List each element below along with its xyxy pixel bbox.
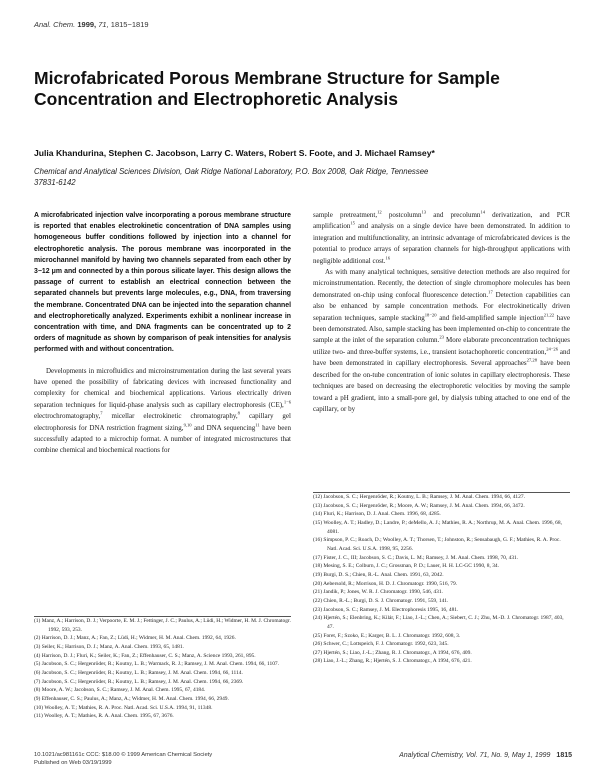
citation-superscript: 9,10: [183, 422, 192, 428]
citation-superscript: 14: [480, 209, 486, 215]
journal-pages: 1815−1819: [110, 20, 149, 29]
reference-item: (24) Hjertén, S.; Elenbring, K.; Kilár, F.; Liao, J.-L.; Chen, A.; Siebert, C. J.; Zhu, M.-D. J. Chromatogr. 1987, 403, 47.: [313, 615, 564, 630]
footer-journal: [399, 752, 572, 759]
citation-superscript: 16: [385, 255, 391, 261]
reference-item: (16) Simpson, P. C.; Roach, D.; Woolley, A. T.; Thorsen, T.; Johnston, R.; Sensabaugh, G. F.; Mathies, R. A. Proc. Natl. Acad. Sci. U.S.A. 1998, 95, 2256.: [313, 537, 561, 552]
references-left: [34, 616, 291, 721]
journal-volume: 71,: [98, 20, 109, 29]
citation-superscript: 17: [488, 289, 493, 295]
published-date: Published on Web 03/19/1999: [34, 759, 112, 766]
reference-item: (10) Woolley, A. T.; Mathies, R. A. Proc. Natl. Acad. Sci. U.S.A. 1994, 91, 11348.: [34, 704, 213, 711]
reference-item: (1) Manz, A.; Harrison, D. J.; Verpoorte, E. M. J.; Fettinger, J. C.; Paulus, A.; Lüdi, H.; Widmer, H. M. J. Chromatogr. 1992, 593, 253.: [34, 618, 291, 633]
journal-issue-line: Analytical Chemistry, Vol. 71, No. 9, May 1, 1999: [399, 752, 551, 759]
reference-item: (9) Effenhauser, C. S.; Paulus, A.; Manz, A.; Widmer, H. M. Anal. Chem. 1994, 66, 2949.: [34, 695, 229, 702]
reference-item: (11) Woolley, A. T.; Mathies, R. A. Anal. Chem. 1995, 67, 3676.: [34, 713, 174, 720]
reference-item: (3) Seiler, K.; Harrison, D. J.; Manz, A. Anal. Chem. 1993, 65, 1481.: [34, 643, 184, 650]
citation-superscript: 27,28: [526, 357, 537, 363]
reference-item: (15) Woolley, A. T.; Hadley, D.; Landre, P.; deMello, A. J.; Mathies, R. A.; Northrup, M. A. Anal. Chem. 1996, 68, 4081.: [313, 519, 562, 535]
author-list: Julia Khandurina, Stephen C. Jacobson, Larry C. Waters, Robert S. Foote, and J. Michael Ramsey*: [34, 148, 435, 158]
right-column: [313, 210, 570, 415]
citation-superscript: 12: [377, 209, 382, 215]
reference-item: (7) Jacobson, S. C.; Hergenröder, R.; Koutny, L. B.; Ramsey, J. M. Anal. Chem. 1994, 66, 2369.: [34, 678, 244, 685]
reference-item: (4) Harrison, D. J.; Fluri, K.; Seiler, K.; Fan, Z.; Effenhauser, C. S.; Manz, A. Science 1993, 261, 895.: [34, 652, 256, 659]
journal-year: 1999,: [77, 20, 97, 29]
reference-item: (26) Schwer, C.; Lottspeich, F. J. Chromatogr. 1992, 623, 345.: [313, 641, 449, 648]
citation-superscript: 7: [100, 410, 103, 416]
reference-item: (17) Fister, J. C., III; Jacobson, S. C.; Davis, L. M.; Ramsey, J. M. Anal. Chem. 1998, 70, 431.: [313, 554, 519, 561]
citation-superscript: 1−6: [283, 399, 291, 405]
article-title: Microfabricated Porous Membrane Structure for Sample Concentration and Electrophoretic Analysis: [34, 68, 500, 109]
citation-superscript: 11: [255, 422, 260, 428]
citation-superscript: 15: [350, 221, 355, 227]
references-right: [313, 492, 570, 666]
journal-reference: [34, 20, 149, 29]
reference-item: (23) Jacobson, S. C.; Ramsey, J. M. Electrophoresis 1995, 16, 481.: [313, 606, 459, 613]
reference-item: (8) Moore, A. W.; Jacobson, S. C.; Ramsey, J. M. Anal. Chem. 1995, 67, 4184.: [34, 687, 206, 694]
reference-item: (14) Fluri, K.; Harrison, D. J. Anal. Chem. 1996, 68, 4285.: [313, 511, 441, 518]
journal-name: Anal. Chem.: [34, 20, 76, 29]
reference-item: (19) Burgi, D. S.; Chien, R.-L. Anal. Chem. 1991, 63, 2042.: [313, 571, 444, 578]
reference-item: (28) Liao, J.-L.; Zhang, R.; Hjertén, S. J. Chromatogr., A 1994, 676, 421.: [313, 658, 472, 665]
intro-paragraph-2: As with many analytical techniques, sensitive detection methods are also required for microinstrumentation. Recently, the detection of single chromophore molecules has been demonstrated on-chip using confocal fluorescence detection.$^{17}$ Detection capabilities can also be enhanced by sample concentration methods. For electrokinetically driven separation techniques, sample stacking$^{18-20}$ and field-amplified sample injection$^{21,22}$ have been demonstrated. Also, sample stacking has been implemented on-chip to concentrate the sample at the inlet of the separation column.$^{23}$ More elaborate preconcentration techniques utilize two- and three-buffer systems, i.e., transient isotachophoretic concentration,$^{24-26}$ and have been demonstrated in capillary electrophoresis. Several approaches$^{27,28}$ have been described for the on-tube concentration of ionic solutes in capillary electrophoresis. These techniques are based on decreasing the electrophoretic velocities by moving the sample toward a pH gradient, into a small-pore gel, by dialysis tubing attached to one end of the capillary, or by: [313, 268, 571, 413]
reference-item: (27) Hjertén, S.; Liao, J.-L.; Zhang, R. J. Chromatogr., A 1994, 676, 409.: [313, 649, 472, 656]
left-column: [34, 210, 291, 457]
abstract: A microfabricated injection valve incorporating a porous membrane structure is reported that enables electrokinetic concentration of DNA samples using homogeneous buffer conditions followed by injection into a channel for electrophoretic analysis. The porous membrane was incorporated in the microchannel manifold by having two channels separated from each other by 3−12 μm and connected by a thin porous silicate layer. This design allows the passage of current to establish an electrical connection between the separated channels but prevents large molecules, e.g., DNA, from traversing the membrane. Concentrated DNA can be injected into the separation channel and electrophoretically analyzed. Experiments exhibit a nonlinear increase in concentration with time, and DNA fragments can be concentrated up to 2 orders of magnitude as shown by comparison of peak intensities for analysis performed with and without concentration.: [34, 212, 291, 354]
reference-item: (20) Aebersold, R.; Morrison, H. D. J. Chromatogr. 1990, 516, 79.: [313, 580, 458, 587]
reference-item: (2) Harrison, D. J.; Manz, A.; Fan, Z.; Lüdi, H.; Widmer, H. M. Anal. Chem. 1992, 64, 1926.: [34, 635, 236, 642]
reference-item: (25) Foret, F.; Szoko, E.; Karger, B. L. J. Chromatogr. 1992, 608, 3.: [313, 632, 461, 639]
doi-line: 10.1021/ac981161c CCC: $18.00 © 1999 American Chemical Society: [34, 752, 213, 758]
citation-superscript: 23: [439, 335, 444, 341]
page-number: 1815: [556, 752, 572, 759]
reference-list: [313, 493, 570, 666]
citation-superscript: 24−26: [546, 346, 559, 352]
reference-item: (13) Jacobson, S. C.; Hergenröder, R.; Moore, A. W.; Ramsey, J. M. Anal. Chem. 1994, 66, 3472.: [313, 502, 525, 509]
reference-item: (22) Chien, R.-L.; Burgi, D. S. J. Chromatogr. 1991, 559, 141.: [313, 597, 449, 604]
reference-item: (21) Jandik, P.; Jones, W. R. J. Chromatogr. 1990, 546, 431.: [313, 589, 443, 596]
citation-superscript: 8: [237, 410, 240, 416]
footer-publication-info: [34, 752, 294, 767]
citation-superscript: 13: [421, 209, 427, 215]
reference-item: (5) Jacobson, S. C.; Hergenröder, R.; Koutny, L. B.; Warmack, R. J.; Ramsey, J. M. Anal. Chem. 1994, 66, 1107.: [34, 661, 280, 668]
intro-paragraph-1: Developments in microfluidics and microinstrumentation during the last several years have opened the possibility of fabricating devices with increased functionality and complexity for chemical and biochemical applications. Various electrically driven separation techniques for liquid-phase analysis such as capillary electrophoresis (CE),$^{1-6}$ electrochromatography,$^7$ micellar electrokinetic chromatography,$^8$ capillary gel electrophoresis for DNA restriction fragment sizing,$^{9,10}$ and DNA sequencing$^{11}$ have been successfully adapted to a microchip format. A number of integrated microstructures that combine chemical and biochemical reactions for: [34, 366, 291, 455]
intro-paragraph-1-continued: sample pretreatment,$^{12}$ postcolumn$^{13}$ and precolumn$^{14}$ derivatization, and PCR amplification$^{15}$ and analysis on a single device have been demonstrated. In addition to integration and multifunctionality, an intrinsic advantage of microfabricated devices is the potential to produce arrays of separation channels for high-throughput applications with negligible additional cost.$^{16}$: [313, 209, 571, 265]
author-affiliation: Chemical and Analytical Sciences Division, Oak Ridge National Laboratory, P.O. Box 2008, Oak Ridge, Tennessee 37831-6142: [34, 167, 429, 187]
reference-item: (18) Mesing, S. E.; Colburn, J. C.; Grossman, P. D.; Lauer, H. H. LC-GC 1990, 8, 34.: [313, 563, 500, 570]
citation-superscript: 18−20: [424, 312, 437, 318]
reference-item: (6) Jacobson, S. C.; Hergenröder, R.; Koutny, L. B.; Ramsey, J. M. Anal. Chem. 1994, 66, 1114.: [34, 669, 243, 676]
reference-list: [34, 617, 291, 721]
citation-superscript: 21,22: [543, 312, 555, 318]
reference-item: (12) Jacobson, S. C.; Hergenröder, R.; Koutny, L. B.; Ramsey, J. M. Anal. Chem. 1994, 66, 4127.: [313, 494, 525, 500]
